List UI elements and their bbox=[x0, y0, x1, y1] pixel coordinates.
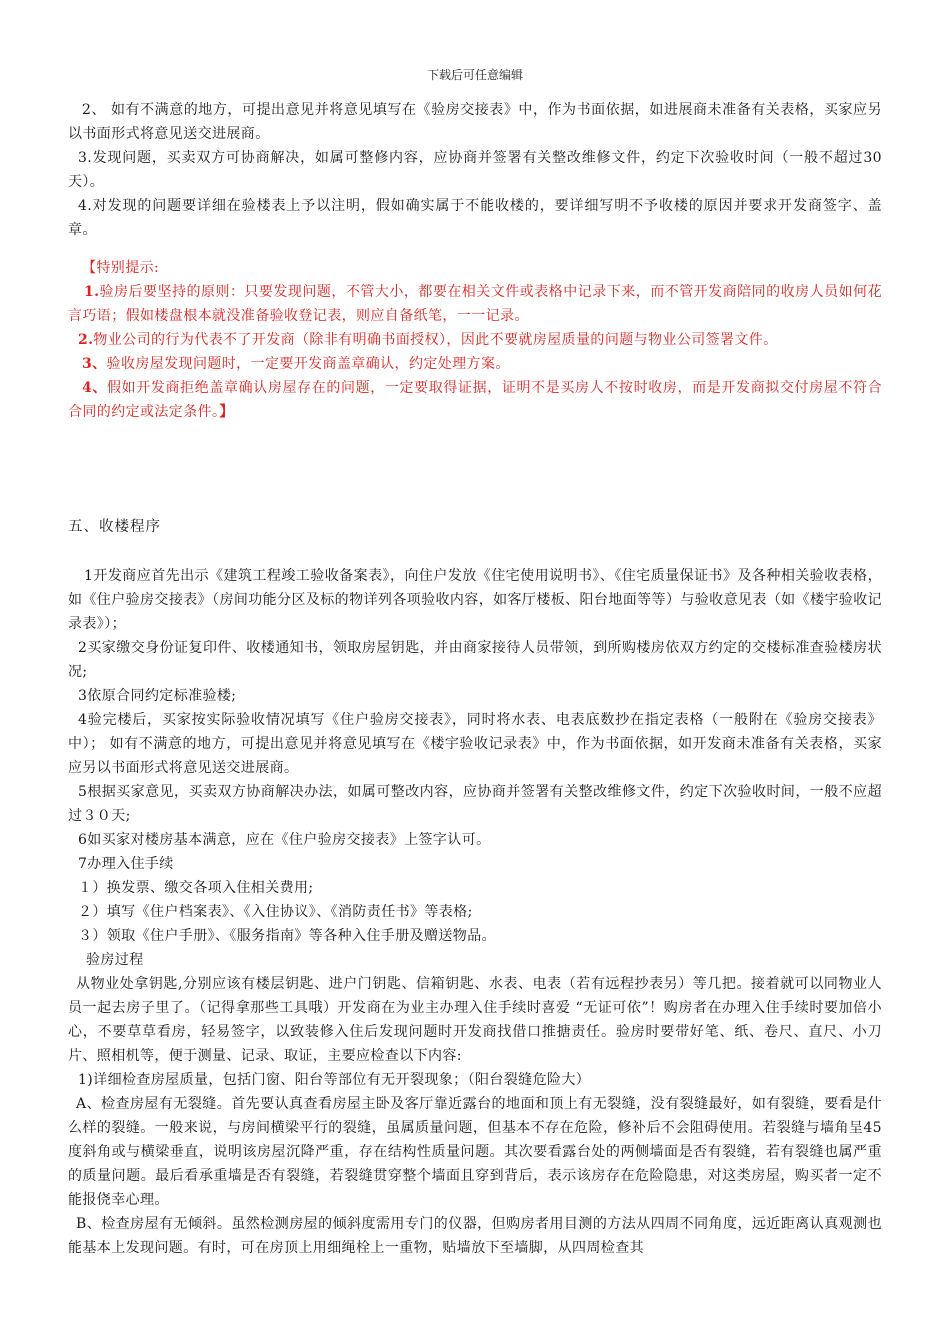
paragraph: 3.发现问题，买卖双方可协商解决，如属可整修内容，应协商并签署有关整改维修文件，约定下次验收时间（一般不超过30天）。 bbox=[68, 150, 882, 190]
paragraph: 3依原合同约定标准验楼; bbox=[78, 688, 237, 704]
tip-text: 验房后要坚持的原则：只要发现问题，不管大小，都要在相关文件或表格中记录下来，而不管开发商陪同的收房人员如何花言巧语；假如楼盘根本就没准备验收登记表，则应自备纸笔，一一记录。 bbox=[68, 284, 882, 324]
paragraph: 7办理入住手续 bbox=[78, 856, 174, 872]
paragraph: 2买家缴交身份证复印件、收楼通知书，领取房屋钥匙，并由商家接待人员带领，到所购楼房依双方约定的交楼标准查验楼房状况; bbox=[68, 640, 882, 680]
paragraph: 验房过程 bbox=[86, 952, 144, 968]
tips-heading bbox=[68, 256, 882, 280]
paragraph: 4.对发现的问题要详细在验楼表上予以注明，假如确实属于不能收楼的，要详细写明不予收楼的原因并要求开发商签字、盖章。 bbox=[68, 198, 882, 238]
paragraph: １）换发票、缴交各项入住相关费用; bbox=[78, 880, 314, 896]
tip-number: 2. bbox=[78, 332, 94, 348]
procedure-list bbox=[68, 564, 882, 1260]
paragraph: 2、 如有不满意的地方，可提出意见并将意见填写在《验房交接表》中，作为书面依据，如进展商未准备有关表格，买家应另以书面形式将意见送交进展商。 bbox=[68, 102, 882, 142]
paragraph: ２）填写《住户档案表》、《入住协议》、《消防责任书》等表格; bbox=[78, 904, 473, 920]
tip-text: 物业公司的行为代表不了开发商（除非有明确书面授权），因此不要就房屋质量的问题与物业公司签署文件。 bbox=[93, 332, 778, 348]
tips-bracket-open: 【 bbox=[82, 260, 97, 276]
paragraph: 1)详细检查房屋质量，包括门窗、阳台等部位有无开裂现象；（阳台裂缝危险大） bbox=[78, 1072, 591, 1088]
tip-text: 验收房屋发现问题时，一定要开发商盖章确认，约定处理方案。 bbox=[106, 356, 510, 372]
paragraph: 5根据买家意见，买卖双方协商解决办法，如属可整改内容，应协商并签署有关整改维修文件，约定下次验收时间，一般不应超过３０天; bbox=[68, 784, 882, 824]
section-title: 五、收楼程序 bbox=[68, 519, 161, 535]
paragraph: 1开发商应首先出示《建筑工程竣工验收备案表》，向住户发放《住宅使用说明书》、《住宅质量保证书》及各种相关验收表格，如《住户验房交接表》（房间功能分区及标的物详列各项验收内容，如客厅楼板、阳台地面等等）与验收意见表（如《楼宇验收记录表》）； bbox=[68, 568, 882, 632]
paragraph: 从物业处拿钥匙,分别应该有楼层钥匙、进户门钥匙、信箱钥匙、水表、电表（若有远程抄表另）等几把。接着就可以同物业人员一起去房子里了。（记得拿那些工具哦）开发商在为业主办理入住手续时喜爱 “无证可依”！购房者在办理入住手续时要加倍小心，不要草草看房，轻易签字，以致装修入住后发现问题时开发商找借口推搪责任。验房时要带好笔、纸、卷尺、直尺、小刀片、照相机等，便于测量、记录、取证，主要应检查以下内容: bbox=[68, 976, 882, 1064]
paragraph: 4验完楼后，买家按实际验收情况填写《住户验房交接表》，同时将水表、电表底数抄在指定表格（一般附在《验房交接表》中）； 如有不满意的地方，可提出意见并将意见填写在《楼宇验收记录表》中，作为书面依据，如开发商未准备有关表格，买家应另以书面形式将意见送交进展商。 bbox=[68, 712, 882, 776]
tip-item bbox=[68, 376, 882, 424]
paragraph: B、检查房屋有无倾斜。虽然检测房屋的倾斜度需用专门的仪器，但购房者用目测的方法从四周不同角度，远近距离认真观测也能基本上发现问题。有时，可在房顶上用细绳栓上一重物，贴墙放下至墙脚，从四周检查其 bbox=[68, 1216, 882, 1256]
paragraph: 6如买家对楼房基本满意，应在《住户验房交接表》上签字认可。 bbox=[78, 832, 491, 848]
tips-bracket-close: 】 bbox=[219, 404, 234, 420]
tip-number: 4、 bbox=[82, 380, 107, 396]
page-header: 下载后可任意编辑 bbox=[426, 68, 523, 82]
paragraph: A、检查房屋有无裂缝。首先要认真查看房屋主卧及客厅靠近露台的地面和顶上有无裂缝，没有裂缝最好，如有裂缝，要看是什么样的裂缝。一般来说，与房间横梁平行的裂缝，虽属质量问题，但基本不存在危险，修补后不会阻碍使用。若裂缝与墙角呈45度斜角或与横梁垂直，说明该房屋沉降严重，存在结构性质量问题。其次要看露台处的两侧墙面是否有裂缝，若有裂缝也属严重的质量问题。最后看承重墙是否有裂缝，若裂缝贯穿整个墙面且穿到背后，表示该房存在危险隐患，对这类房屋，购买者一定不能报侥幸心理。 bbox=[68, 1096, 882, 1208]
tip-item bbox=[68, 328, 882, 352]
paragraph: ３）领取《住户手册》、《服务指南》等各种入住手册及赠送物品。 bbox=[78, 928, 496, 944]
tip-text: 假如开发商拒绝盖章确认房屋存在的问题，一定要取得证据，证明不是买房人不按时收房，而是开发商拟交付房屋不符合合同的约定或法定条件。 bbox=[68, 380, 882, 420]
special-tips bbox=[68, 256, 882, 424]
tips-heading-text: 特别提示: bbox=[96, 260, 160, 276]
tip-item bbox=[68, 280, 882, 328]
tip-number: 3、 bbox=[82, 356, 107, 372]
tip-item bbox=[68, 352, 882, 376]
top-paragraphs bbox=[68, 98, 882, 242]
tip-number: 1. bbox=[84, 284, 100, 300]
